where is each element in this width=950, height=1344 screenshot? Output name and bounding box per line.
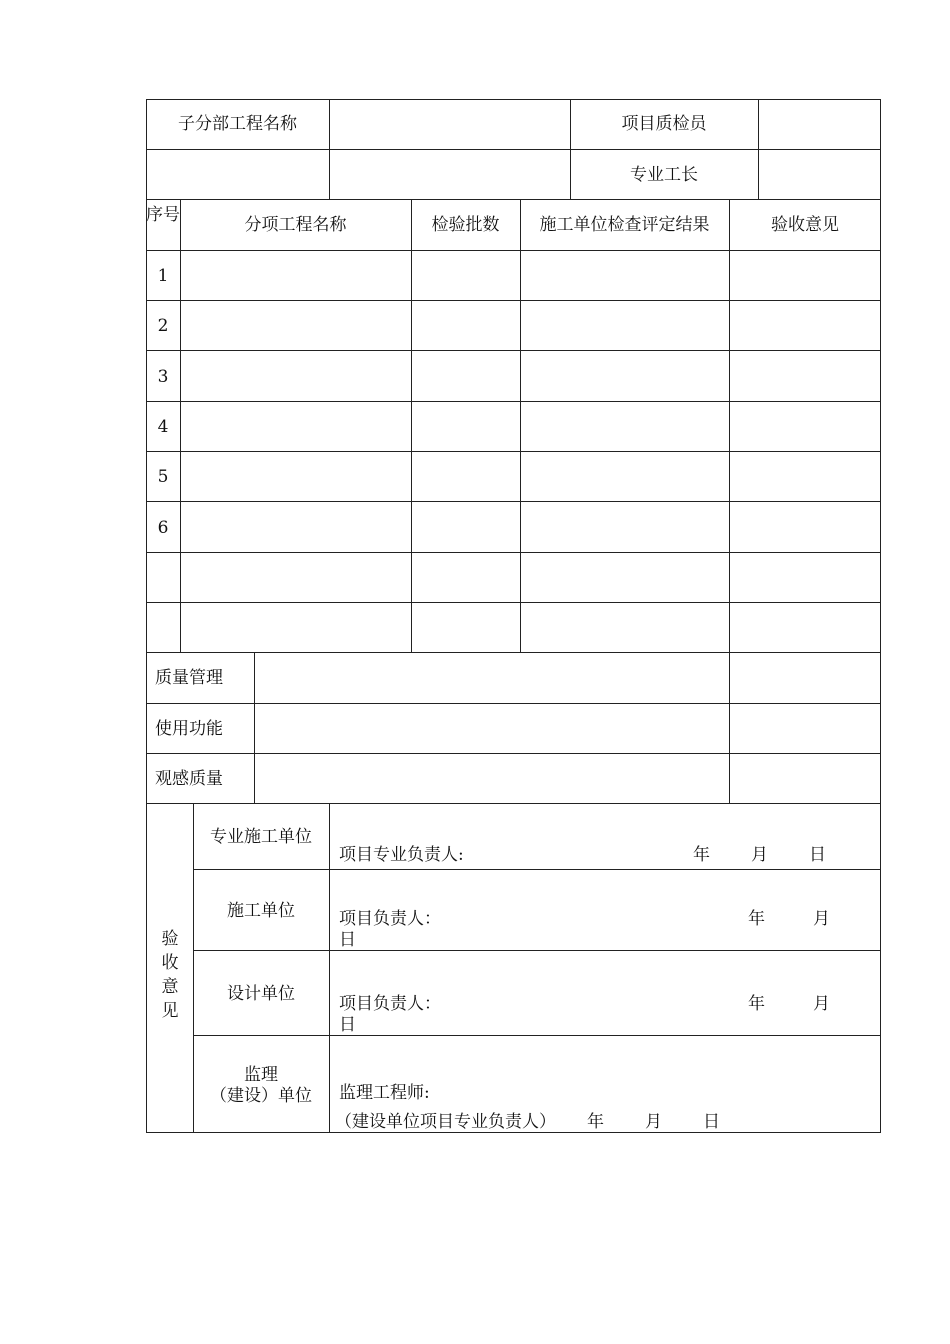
acceptance-opinion-column-header: 验收意见 (771, 215, 839, 235)
grid-line (146, 652, 881, 653)
quality-inspector-label: 项目质检员 (621, 114, 707, 134)
supervisor-person-label: 监理工程师: (339, 1083, 430, 1103)
contractor-unit: 施工单位 (227, 901, 295, 921)
contractor-month: 月 (813, 909, 830, 929)
supervisor-person2-label: （建设单位项目专业负责人） (335, 1112, 556, 1132)
row-number: 2 (157, 316, 169, 336)
acceptance-form (146, 99, 881, 1133)
supervisor-month: 月 (645, 1112, 662, 1132)
row-number: 1 (157, 266, 169, 286)
seq-column-header: 序号 (146, 205, 180, 225)
grid-line (146, 149, 881, 150)
grid-line (520, 199, 521, 653)
grid-line (146, 99, 881, 100)
grid-line (758, 99, 759, 200)
special-contractor-person-label: 项目专业负责人: (339, 845, 464, 865)
grid-line (146, 753, 881, 754)
row-number: 4 (157, 417, 169, 437)
grid-line (146, 602, 881, 603)
signoff-section-label: 验收意见 (161, 929, 179, 1021)
grid-line (146, 350, 881, 351)
grid-line (880, 99, 881, 1133)
grid-line (146, 1132, 881, 1133)
special-contractor-year: 年 (693, 845, 710, 865)
contractor-day: 日 (339, 930, 356, 950)
grid-line (329, 99, 330, 200)
grid-line (254, 652, 255, 804)
supervisor-day: 日 (703, 1112, 720, 1132)
grid-line (411, 199, 412, 653)
quality-management-label: 质量管理 (155, 668, 223, 688)
function-label: 使用功能 (155, 719, 223, 739)
grid-line (146, 803, 881, 804)
subdivision-name-label: 子分部工程名称 (178, 114, 297, 134)
grid-line (146, 199, 881, 200)
supervisor-unit-line2: （建设）单位 (210, 1086, 312, 1106)
row-number: 6 (157, 518, 169, 538)
grid-line (193, 950, 881, 951)
grid-line (146, 451, 881, 452)
designer-unit: 设计单位 (227, 984, 295, 1004)
supervisor-year: 年 (587, 1112, 604, 1132)
grid-line (146, 300, 881, 301)
designer-person-label: 项目负责人： (339, 994, 441, 1014)
special-contractor-day: 日 (809, 845, 826, 865)
row-number: 5 (157, 467, 169, 487)
supervisor-unit-line1: 监理 (244, 1065, 278, 1085)
row-number: 3 (157, 367, 169, 387)
special-contractor-month: 月 (751, 845, 768, 865)
appearance-label: 观感质量 (155, 769, 223, 789)
batch-count-column-header: 检验批数 (431, 215, 500, 235)
designer-year: 年 (748, 994, 765, 1014)
grid-line (193, 869, 881, 870)
grid-line (729, 199, 730, 804)
designer-month: 月 (813, 994, 830, 1014)
grid-line (329, 803, 330, 1133)
contractor-person-label: 项目负责人： (339, 909, 441, 929)
grid-line (180, 199, 181, 653)
grid-line (146, 552, 881, 553)
item-name-column-header: 分项工程名称 (244, 215, 347, 235)
grid-line (146, 401, 881, 402)
foreman-label: 专业工长 (630, 165, 698, 185)
grid-line (146, 250, 881, 251)
contractor-year: 年 (748, 909, 765, 929)
special-contractor-unit: 专业施工单位 (210, 827, 312, 847)
contractor-result-column-header: 施工单位检查评定结果 (539, 215, 710, 235)
grid-line (146, 99, 147, 1133)
grid-line (146, 703, 881, 704)
designer-day: 日 (339, 1015, 356, 1035)
grid-line (146, 501, 881, 502)
grid-line (193, 1035, 881, 1036)
